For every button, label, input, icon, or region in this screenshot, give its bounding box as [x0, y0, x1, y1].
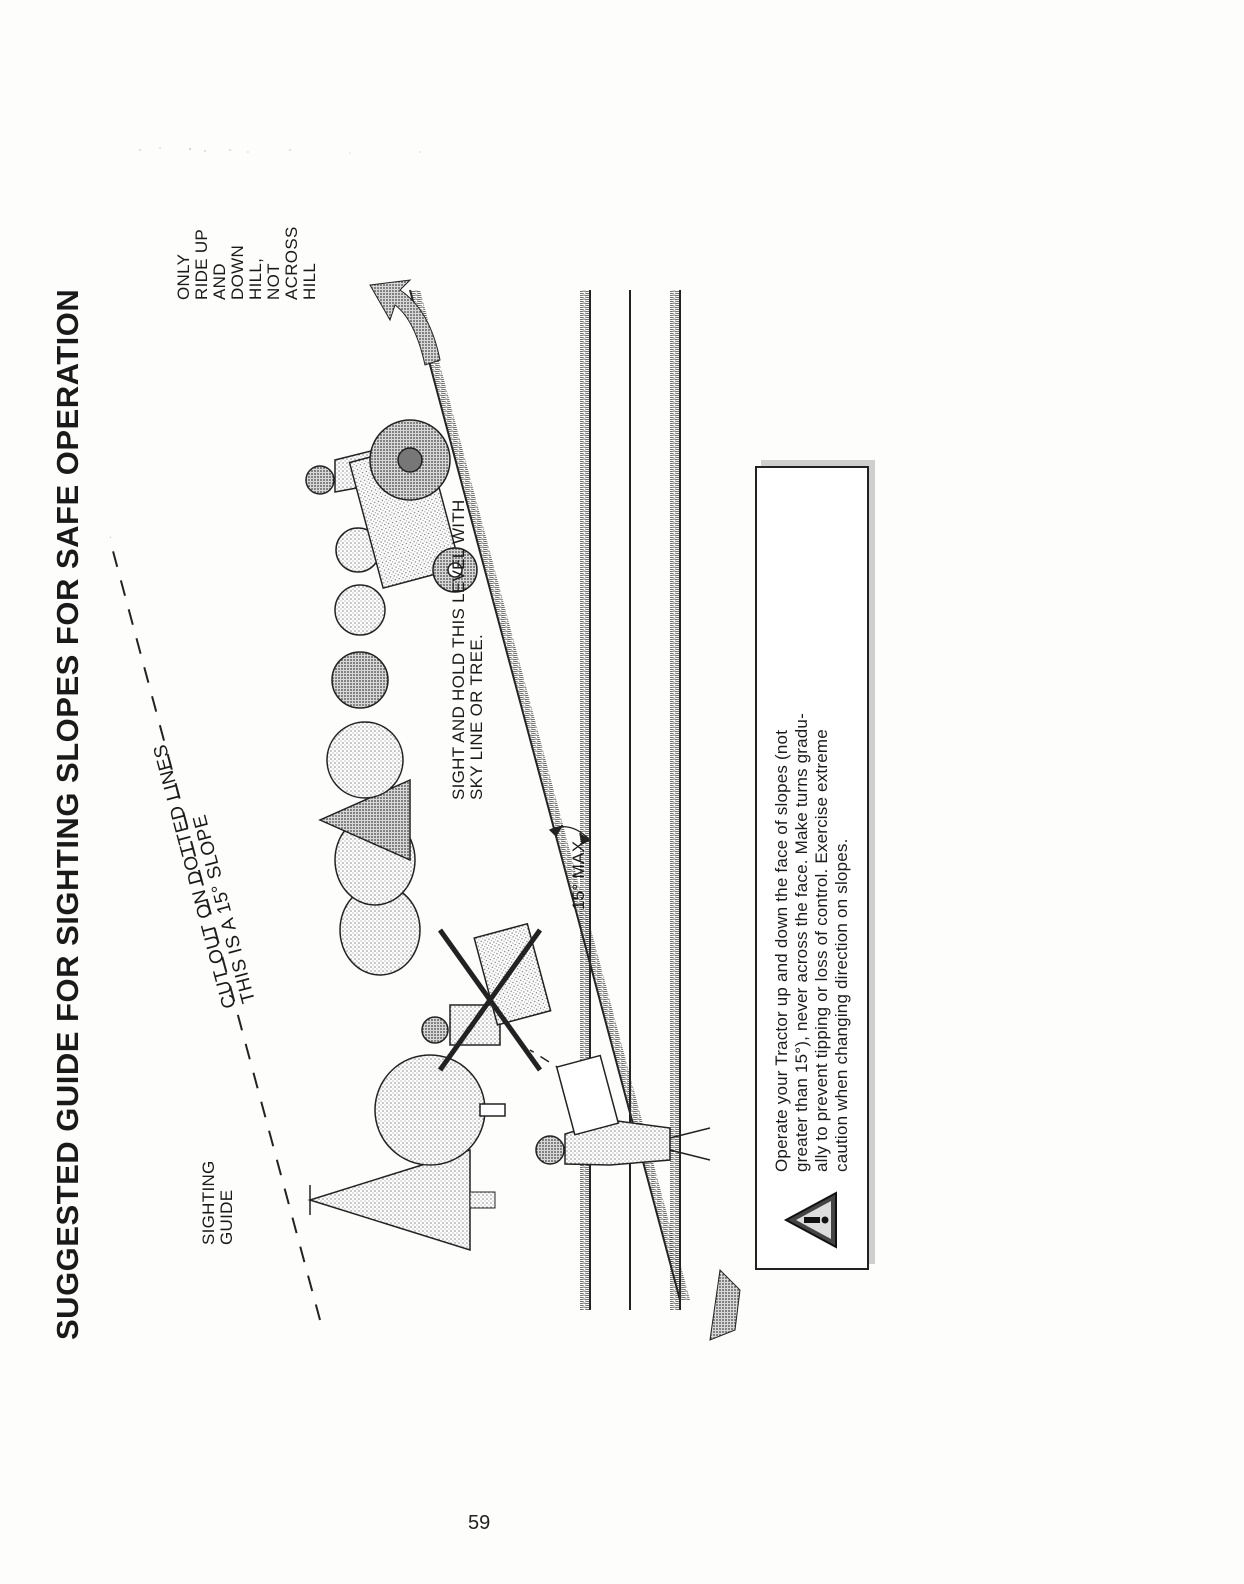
scan-speckle: [130, 140, 460, 160]
label-sighting-guide: SIGHTING GUIDE: [199, 1160, 236, 1245]
rotated-content: [40, 226, 900, 1360]
page-title: SUGGESTED GUIDE FOR SIGHTING SLOPES FOR SAFE OPERATION: [50, 288, 85, 1340]
warning-text: Operate your Tractor up and down the face of slopes (not greater than 15°), never across the face. Make turns gradu- ally to prevent tipping or loss of control. Exercise extreme caution when changing direction on slopes.: [772, 713, 851, 1172]
label-ride-up-down: ONLY RIDE UP AND DOWN HILL, NOT ACROSS HILL: [174, 226, 319, 300]
person-mower-crossed-icon: [422, 924, 551, 1070]
warning-triangle-icon: [782, 1190, 842, 1250]
direction-arrow-icon: [370, 280, 440, 365]
page-number: 59: [468, 1512, 491, 1534]
pine-tree-icon: [310, 1150, 495, 1250]
warning-box: [755, 466, 869, 1270]
decorative-splash-icon: [710, 1270, 740, 1340]
label-cut-out-slope: CUT OUT ON DOTTED LINES THIS IS A 15° SLOPE: [149, 741, 260, 1011]
label-sight-hold-level: SIGHT AND HOLD THIS LEVEL WITH SKY LINE OR TREE.: [449, 499, 486, 800]
label-15-max: 15° MAX.: [569, 835, 588, 910]
